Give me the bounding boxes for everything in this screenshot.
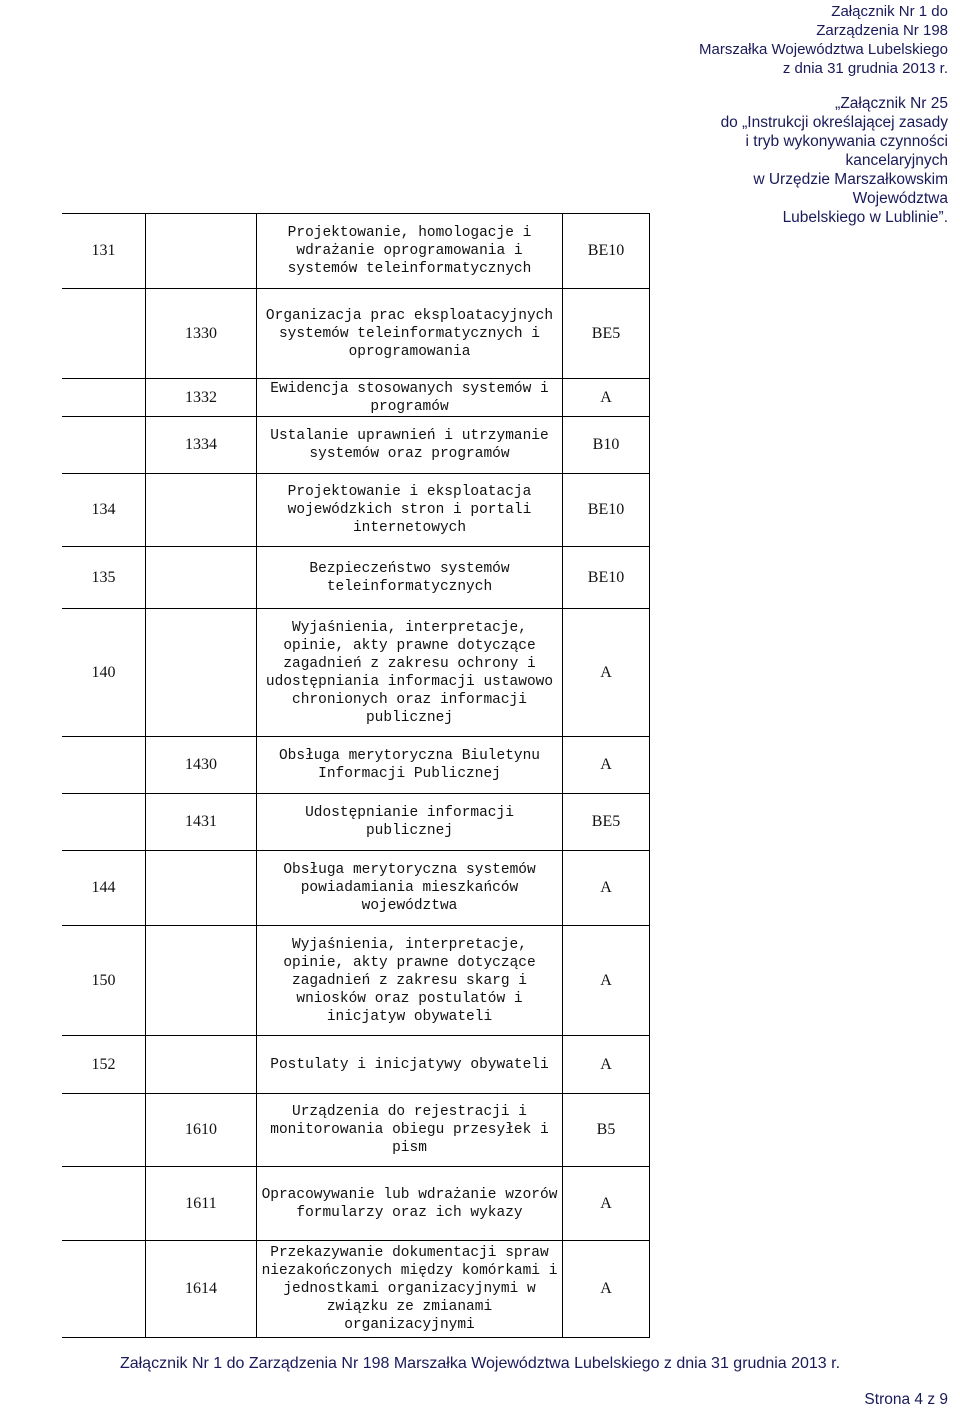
table-row bbox=[62, 1093, 650, 1166]
cell-description: Wyjaśnienia, interpretacje, opinie, akty prawne dotyczące zagadnień z zakresu ochrony i udostępniania informacji ustawowo chronionych oraz informacji publicznej bbox=[256, 609, 562, 736]
table-row bbox=[62, 1166, 650, 1240]
cell-subclass-symbol: 1334 bbox=[145, 417, 256, 473]
cell-archive-category: A bbox=[562, 737, 650, 793]
cell-class-symbol: 150 bbox=[91, 971, 116, 989]
table-row bbox=[62, 378, 650, 416]
cell-subclass-symbol bbox=[145, 926, 256, 1035]
instruction-line: kancelaryjnych bbox=[845, 152, 948, 169]
cell-class-symbol: 144 bbox=[91, 879, 116, 896]
cell-subclass-symbol bbox=[145, 214, 256, 288]
page-number: Strona 4 z 9 bbox=[864, 1391, 948, 1408]
table-row bbox=[62, 546, 650, 608]
cell-class-symbol bbox=[62, 737, 145, 793]
cell-archive-category: A bbox=[562, 609, 650, 736]
cell-subclass-symbol bbox=[145, 474, 256, 546]
instruction-line: w Urzędzie Marszałkowskim bbox=[753, 171, 948, 188]
header-line: Zarządzenia Nr 198 bbox=[816, 22, 948, 39]
cell-subclass-symbol: 1611 bbox=[145, 1167, 256, 1240]
cell-description: Urządzenia do rejestracji i monitorowania obiegu przesyłek i pism bbox=[256, 1094, 562, 1166]
cell-subclass-symbol: 1430 bbox=[145, 737, 256, 793]
table-row bbox=[62, 850, 650, 925]
instruction-line: Województwa bbox=[852, 190, 948, 207]
cell-class-symbol bbox=[62, 379, 145, 416]
cell-subclass-symbol bbox=[145, 851, 256, 925]
instruction-line: do „Instrukcji określającej zasady bbox=[720, 114, 948, 131]
cell-archive-category: A bbox=[562, 1241, 650, 1337]
cell-subclass-symbol: 1431 bbox=[145, 794, 256, 850]
cell-archive-category: BE10 bbox=[562, 214, 650, 288]
header-line: Marszałka Województwa Lubelskiego bbox=[698, 41, 948, 58]
instruction-line: i tryb wykonywania czynności bbox=[745, 133, 948, 150]
cell-archive-category: BE10 bbox=[562, 547, 650, 608]
cell-subclass-symbol bbox=[145, 547, 256, 608]
cell-class-symbol: 152 bbox=[91, 1055, 116, 1073]
cell-class-symbol bbox=[62, 417, 145, 473]
cell-class-symbol: 134 bbox=[91, 501, 116, 518]
cell-archive-category: BE5 bbox=[562, 289, 650, 378]
cell-archive-category: A bbox=[562, 1036, 650, 1093]
cell-description: Projektowanie i eksploatacja wojewódzkich stron i portali internetowych bbox=[256, 474, 562, 546]
cell-class-symbol: 135 bbox=[91, 568, 116, 586]
cell-subclass-symbol: 1332 bbox=[145, 379, 256, 416]
cell-class-symbol bbox=[62, 1241, 145, 1337]
table-row bbox=[62, 925, 650, 1035]
cell-class-symbol bbox=[62, 1167, 145, 1240]
cell-description: Ewidencja stosowanych systemów i programów bbox=[256, 379, 562, 416]
table-row bbox=[62, 608, 650, 736]
cell-class-symbol bbox=[62, 794, 145, 850]
instruction-line: Lubelskiego w Lublinie”. bbox=[782, 209, 948, 226]
cell-class-symbol: 140 bbox=[91, 663, 116, 681]
cell-description: Ustalanie uprawnień i utrzymanie systemów oraz programów bbox=[256, 417, 562, 473]
cell-archive-category: A bbox=[562, 1167, 650, 1240]
cell-archive-category: BE10 bbox=[562, 474, 650, 546]
cell-subclass-symbol: 1614 bbox=[145, 1241, 256, 1337]
table-row bbox=[62, 416, 650, 473]
cell-description: Wyjaśnienia, interpretacje, opinie, akty prawne dotyczące zagadnień z zakresu skarg i wniosków oraz postulatów i inicjatyw obywateli bbox=[256, 926, 562, 1035]
cell-description: Obsługa merytoryczna Biuletynu Informacji Publicznej bbox=[256, 737, 562, 793]
cell-archive-category: A bbox=[562, 851, 650, 925]
header-annex-reference bbox=[608, 2, 948, 78]
table-row bbox=[62, 213, 650, 288]
table-row bbox=[62, 473, 650, 546]
cell-archive-category: B5 bbox=[562, 1094, 650, 1166]
table-row bbox=[62, 1240, 650, 1338]
cell-archive-category: A bbox=[562, 379, 650, 416]
cell-description: Projektowanie, homologacje i wdrażanie oprogramowania i systemów teleinformatycznych bbox=[256, 214, 562, 288]
cell-description: Udostępnianie informacji publicznej bbox=[256, 794, 562, 850]
table-row bbox=[62, 793, 650, 850]
table-row bbox=[62, 736, 650, 793]
cell-archive-category: BE5 bbox=[562, 794, 650, 850]
instruction-line: „Załącznik Nr 25 bbox=[835, 95, 948, 112]
records-classification-table bbox=[62, 213, 650, 1338]
header-instruction-reference bbox=[648, 94, 948, 227]
cell-description: Obsługa merytoryczna systemów powiadamiania mieszkańców województwa bbox=[256, 851, 562, 925]
cell-class-symbol bbox=[62, 289, 145, 378]
cell-subclass-symbol: 1330 bbox=[145, 289, 256, 378]
page-footer: Załącznik Nr 1 do Zarządzenia Nr 198 Marszałka Województwa Lubelskiego z dnia 31 grudnia 2013 r. bbox=[119, 1355, 841, 1372]
table-row bbox=[62, 288, 650, 378]
cell-class-symbol bbox=[62, 1094, 145, 1166]
cell-subclass-symbol bbox=[145, 609, 256, 736]
cell-description: Bezpieczeństwo systemów teleinformatycznych bbox=[256, 547, 562, 608]
header-line: z dnia 31 grudnia 2013 r. bbox=[782, 60, 948, 77]
cell-description: Organizacja prac eksploatacyjnych systemów teleinformatycznych i oprogramowania bbox=[256, 289, 562, 378]
cell-description: Przekazywanie dokumentacji spraw niezakończonych między komórkami i jednostkami organizacyjnymi w związku ze zmianami organizacyjnymi bbox=[256, 1241, 562, 1337]
cell-archive-category: A bbox=[562, 926, 650, 1035]
cell-description: Postulaty i inicjatywy obywateli bbox=[256, 1036, 562, 1093]
cell-class-symbol: 131 bbox=[91, 242, 116, 259]
table-row bbox=[62, 1035, 650, 1093]
cell-subclass-symbol bbox=[145, 1036, 256, 1093]
cell-description: Opracowywanie lub wdrażanie wzorów formularzy oraz ich wykazy bbox=[256, 1167, 562, 1240]
cell-archive-category: B10 bbox=[562, 417, 650, 473]
cell-subclass-symbol: 1610 bbox=[145, 1094, 256, 1166]
header-line: Załącznik Nr 1 do bbox=[831, 3, 948, 20]
